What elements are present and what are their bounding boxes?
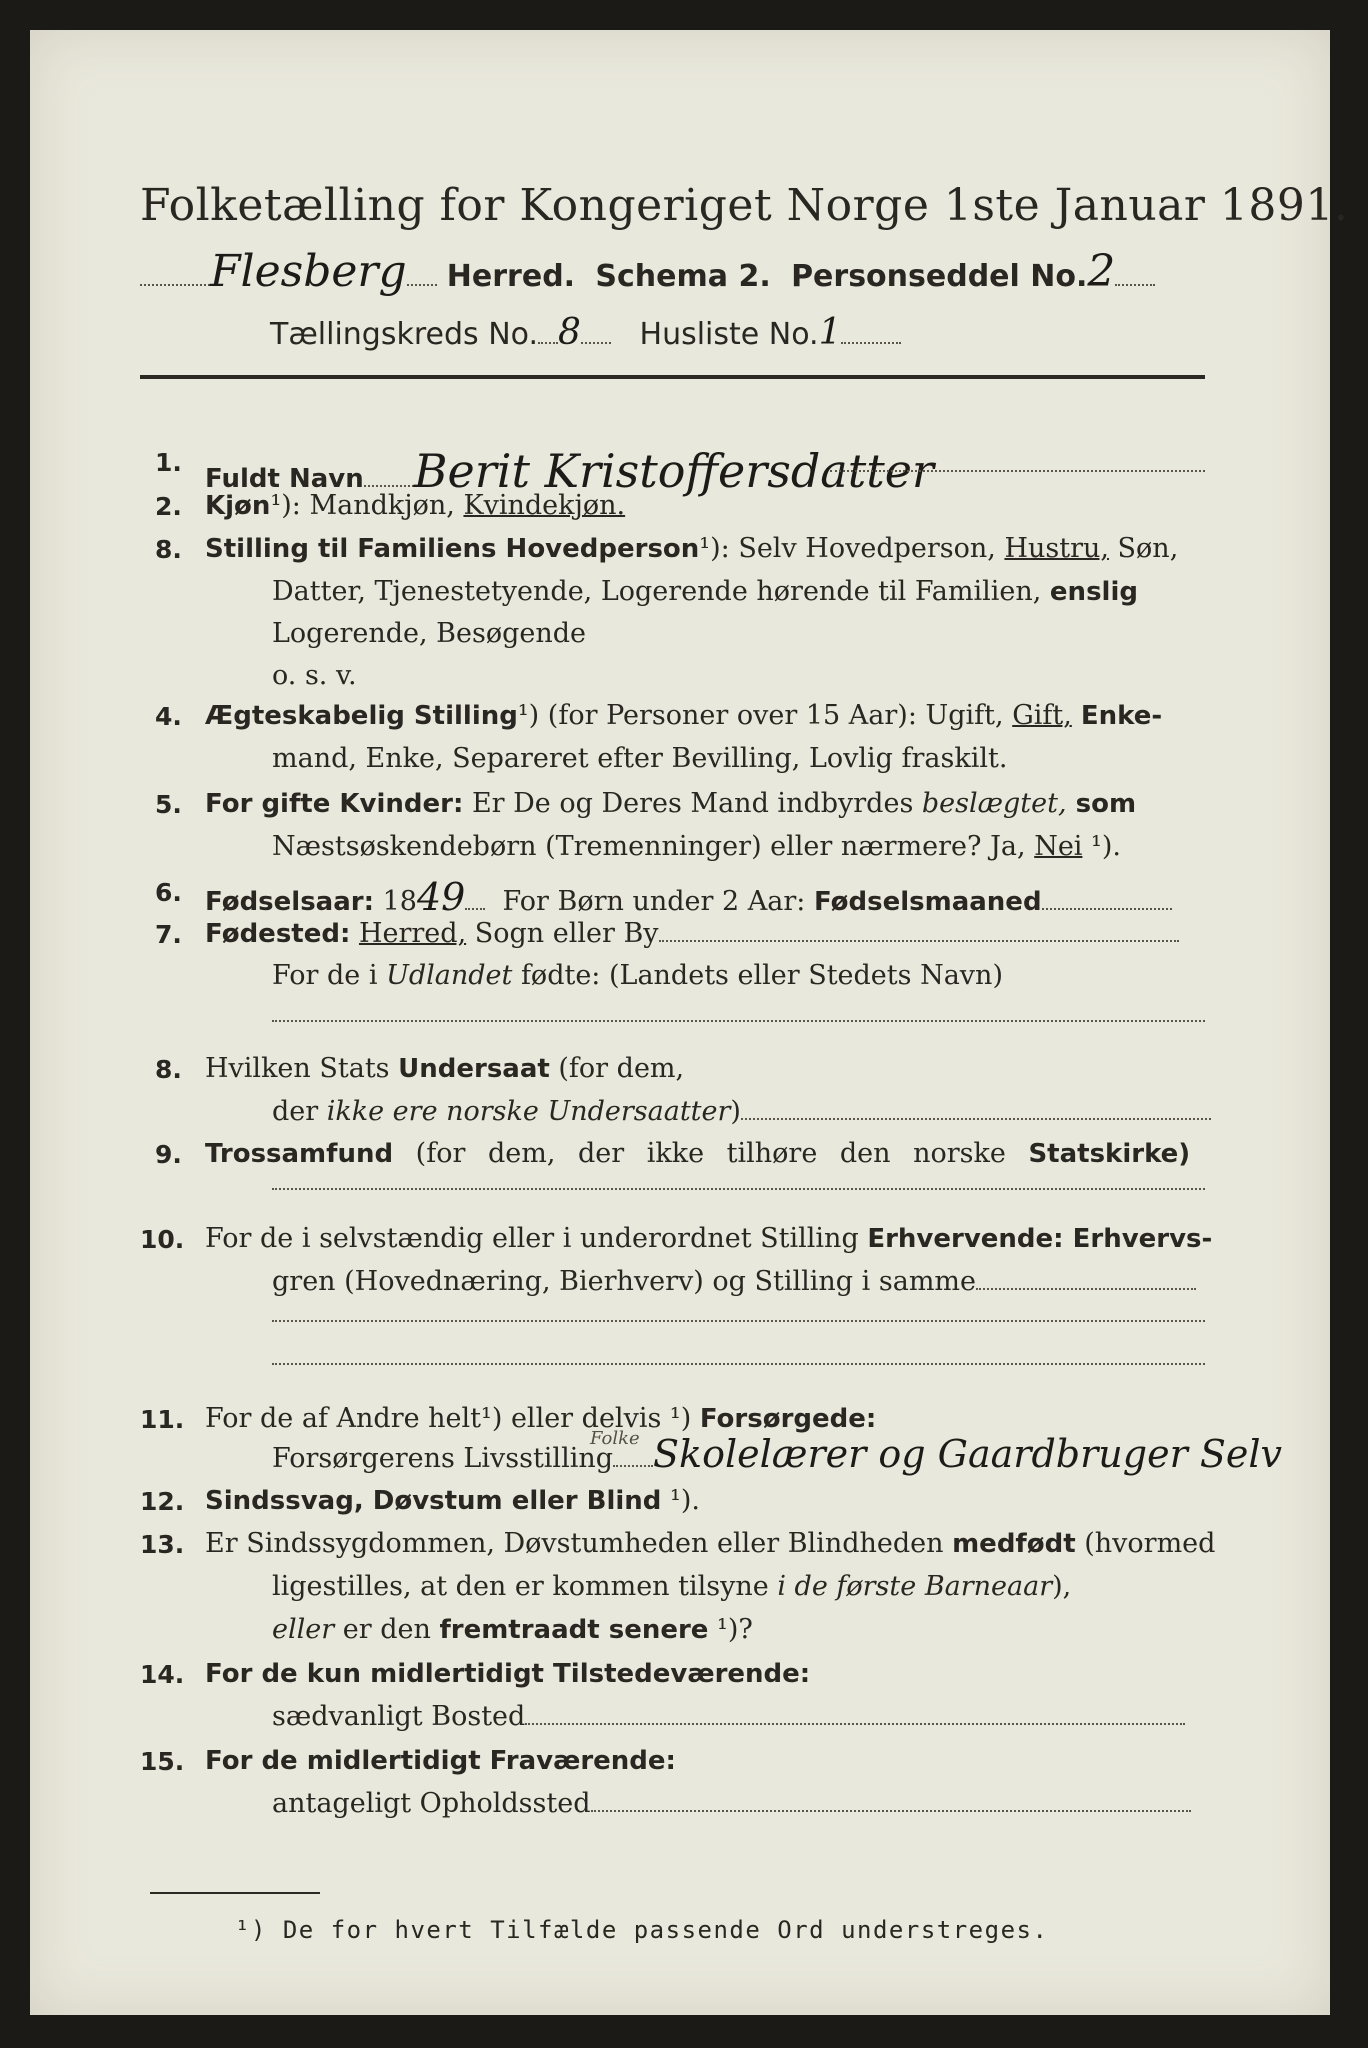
dotted-line bbox=[272, 1320, 1205, 1322]
item-number: 13. bbox=[140, 1530, 185, 1559]
label: For de kun midlertidigt Tilstedeværende: bbox=[205, 1659, 811, 1689]
item-6 bbox=[205, 875, 1172, 919]
text: Enke- bbox=[1071, 701, 1163, 731]
text: Forsørgerens Livsstilling bbox=[272, 1443, 614, 1474]
text: 18 bbox=[374, 886, 417, 917]
item-3-line4: o. s. v. bbox=[272, 660, 357, 691]
text: For de i bbox=[272, 960, 387, 991]
full-name-label: Fuldt Navn bbox=[205, 464, 364, 494]
text: For Børn under 2 Aar: bbox=[502, 886, 814, 917]
item-2 bbox=[205, 492, 625, 519]
label: Fødested: bbox=[205, 919, 351, 949]
footnote: ¹) De for hvert Tilfælde passende Ord understreges. bbox=[235, 1916, 1049, 1944]
item-number: 7. bbox=[155, 920, 182, 949]
text: Søn, bbox=[1108, 533, 1179, 564]
text: Udlandet bbox=[386, 960, 513, 991]
text: er den bbox=[334, 1614, 440, 1645]
item-number: 9. bbox=[155, 1140, 182, 1169]
item-8-line2 bbox=[272, 1098, 1211, 1125]
provider-occupation-value: Skolelærer og Gaardbruger Selv bbox=[653, 1432, 1282, 1476]
item-number: 2. bbox=[155, 492, 182, 521]
label: medfødt bbox=[952, 1529, 1076, 1559]
item-12 bbox=[205, 1487, 700, 1514]
text: ) bbox=[730, 1096, 741, 1127]
item-8 bbox=[205, 1055, 684, 1082]
item-11-line2 bbox=[272, 1432, 1282, 1476]
form-title: Folketælling for Kongeriget Norge 1ste Januar 1891. bbox=[140, 180, 1349, 231]
herred-label: Herred. bbox=[446, 259, 576, 294]
item-9 bbox=[205, 1140, 1190, 1167]
underlined-choice: Kvindekjøn. bbox=[463, 490, 626, 521]
item-number: 8. bbox=[155, 1055, 182, 1084]
item-13 bbox=[205, 1530, 1215, 1557]
underlined-choice: Nei bbox=[1034, 831, 1083, 862]
text: ), bbox=[1052, 1571, 1072, 1602]
text: ¹): Selv Hovedperson, bbox=[699, 533, 1005, 564]
text: Næstsøskendebørn (Tremenninger) eller nærmere? Ja, bbox=[272, 831, 1035, 862]
underlined-choice: Gift, bbox=[1012, 700, 1072, 731]
item-13-line2 bbox=[272, 1573, 1071, 1600]
text: For de i selvstændig eller i underordnet Stilling bbox=[205, 1223, 868, 1254]
item-3-line2 bbox=[272, 578, 1138, 605]
schema-label: Schema 2. bbox=[595, 259, 771, 294]
text: Datter, Tjenestetyende, Logerende hørende til Familien, bbox=[272, 576, 1050, 607]
item-4 bbox=[205, 702, 1162, 729]
label: Stilling til Familiens Hovedperson bbox=[205, 534, 700, 564]
text: fødte: (Landets eller Stedets Navn) bbox=[512, 960, 1003, 991]
text: ¹): Mandkjøn, bbox=[270, 490, 464, 521]
text: Erhvervs- bbox=[1063, 1224, 1213, 1254]
label: For gifte Kvinder: bbox=[205, 789, 464, 819]
text: Sogn eller By bbox=[466, 918, 659, 949]
text: som bbox=[1066, 789, 1137, 819]
item-number: 4. bbox=[155, 702, 182, 731]
text: Hvilken Stats bbox=[205, 1053, 399, 1084]
label: Trossamfund bbox=[205, 1139, 394, 1169]
item-14-line2 bbox=[272, 1703, 1185, 1730]
label: Undersaat bbox=[398, 1054, 550, 1084]
label: Kjøn bbox=[205, 491, 271, 521]
item-15 bbox=[205, 1747, 676, 1774]
text: (for dem, der ikke tilhøre den norske bbox=[393, 1138, 1029, 1169]
text: Fødselsmaaned bbox=[813, 887, 1042, 917]
text: ¹) (for Personer over 15 Aar): Ugift, bbox=[517, 700, 1013, 731]
text: i de første Barneaar bbox=[777, 1571, 1053, 1602]
item-15-line2 bbox=[272, 1790, 1191, 1817]
label: Sindssvag, Døvstum eller Blind bbox=[205, 1486, 662, 1516]
text: sædvanligt Bosted bbox=[272, 1701, 526, 1732]
text: (hvormed bbox=[1075, 1528, 1216, 1559]
text: Er Sindssygdommen, Døvstumheden eller Blindheden bbox=[205, 1528, 953, 1559]
personseddel-label: Personseddel No. bbox=[791, 259, 1088, 294]
text: ¹). bbox=[661, 1485, 700, 1516]
label: For de midlertidigt Fraværende: bbox=[205, 1746, 676, 1776]
header-rule bbox=[140, 375, 1205, 379]
item-14 bbox=[205, 1660, 810, 1687]
husliste-value: 1 bbox=[818, 312, 842, 353]
item-10-line2 bbox=[272, 1268, 1196, 1295]
full-name-value: Berit Kristoffersdatter bbox=[413, 444, 934, 498]
item-5-line2 bbox=[272, 833, 1121, 860]
text: ligestilles, at den er kommen tilsyne bbox=[272, 1571, 778, 1602]
item-10 bbox=[205, 1225, 1212, 1252]
text: For de af Andre helt bbox=[205, 1403, 482, 1434]
footnote-rule bbox=[150, 1892, 320, 1894]
item-5 bbox=[205, 790, 1136, 817]
text: ¹) eller delvis ¹) bbox=[481, 1403, 700, 1434]
label: Ægteskabelig Stilling bbox=[205, 701, 518, 731]
dotted-line bbox=[830, 470, 1205, 472]
annotation-text: Folke bbox=[590, 1428, 640, 1449]
herred-line bbox=[140, 246, 1155, 297]
item-7-line2 bbox=[272, 962, 1003, 989]
dotted-line bbox=[272, 1188, 1205, 1190]
personseddel-value: 2 bbox=[1087, 246, 1116, 297]
item-13-line3 bbox=[272, 1616, 753, 1643]
text: ikke ere norske Undersaatter bbox=[326, 1096, 731, 1127]
text: der bbox=[272, 1096, 327, 1127]
label: Fødselsaar: bbox=[205, 887, 374, 917]
text: Er De og Deres Mand indbyrdes bbox=[463, 788, 922, 819]
item-number: 11. bbox=[140, 1405, 185, 1434]
text: gren (Hovednæring, Bierhverv) og Stilling i samme bbox=[272, 1266, 977, 1297]
text: (for dem, bbox=[549, 1053, 685, 1084]
birth-year-value: 49 bbox=[416, 875, 466, 919]
underlined-choice: Herred, bbox=[358, 918, 467, 949]
text: fremtraadt senere bbox=[439, 1615, 709, 1645]
kreds-label: Tællingskreds No. bbox=[270, 317, 538, 352]
label: Forsørgede: bbox=[699, 1404, 877, 1434]
text: eller bbox=[272, 1614, 335, 1645]
item-11 bbox=[205, 1405, 876, 1432]
census-form bbox=[30, 30, 1349, 2015]
item-3-line3: Logerende, Besøgende bbox=[272, 618, 586, 649]
dotted-line bbox=[272, 1020, 1205, 1022]
item-4-line2: mand, Enke, Separeret efter Bevilling, Lovlig fraskilt. bbox=[272, 743, 1008, 774]
item-7 bbox=[205, 920, 1179, 947]
item-number: 8. bbox=[155, 535, 182, 564]
item-number: 5. bbox=[155, 790, 182, 819]
text: enslig bbox=[1049, 577, 1138, 607]
item-number: 12. bbox=[140, 1487, 185, 1516]
husliste-label: Husliste No. bbox=[639, 317, 819, 352]
herred-value: Flesberg bbox=[210, 246, 407, 297]
text: antageligt Opholdssted bbox=[272, 1788, 591, 1819]
item-number: 10. bbox=[140, 1225, 185, 1254]
item-number: 1. bbox=[155, 448, 182, 477]
dotted-line bbox=[272, 1363, 1205, 1365]
label: Erhvervende: bbox=[867, 1224, 1064, 1254]
kreds-line bbox=[270, 312, 901, 353]
item-number: 6. bbox=[155, 878, 182, 907]
kreds-value: 8 bbox=[558, 312, 581, 353]
text: Statskirke) bbox=[1028, 1139, 1191, 1169]
text: ¹). bbox=[1082, 831, 1121, 862]
item-1 bbox=[205, 444, 934, 498]
underlined-choice: Hustru, bbox=[1004, 533, 1109, 564]
text: beslægtet, bbox=[921, 788, 1067, 819]
text: ¹)? bbox=[708, 1614, 753, 1645]
item-3 bbox=[205, 535, 1178, 562]
item-number: 15. bbox=[140, 1747, 185, 1776]
item-number: 14. bbox=[140, 1660, 185, 1689]
